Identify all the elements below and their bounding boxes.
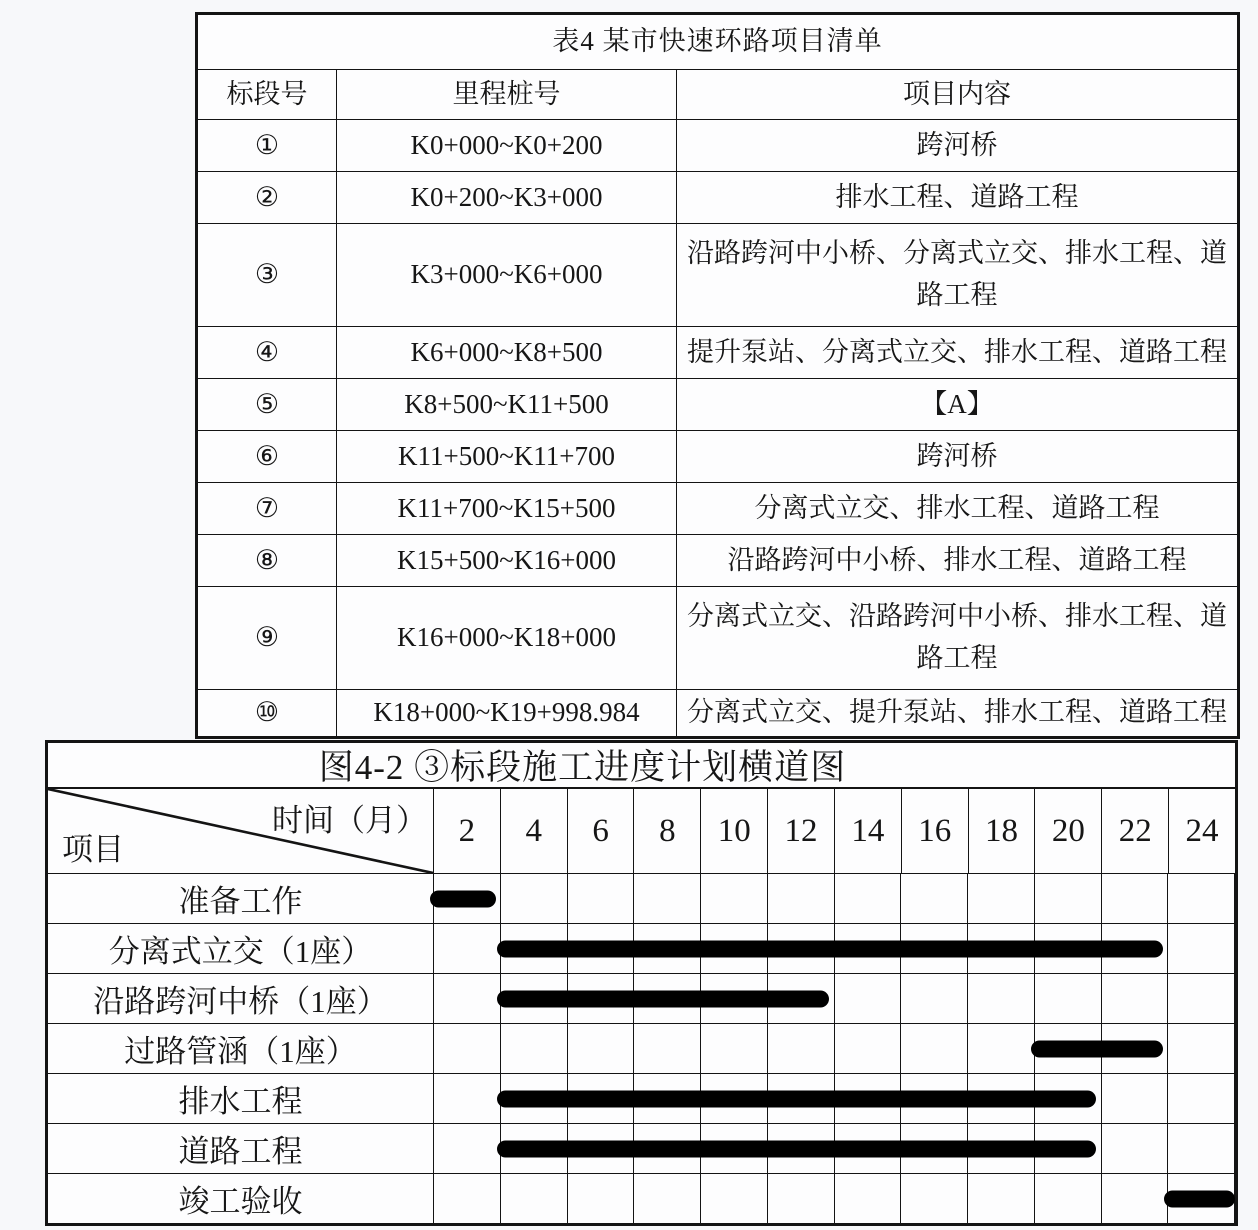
chainage: K11+500~K11+700 xyxy=(337,431,677,483)
task-label: 沿路跨河中桥（1座） xyxy=(48,974,434,1023)
month-tick-24: 24 xyxy=(1185,812,1219,849)
grid-cell xyxy=(568,874,635,923)
grid-cell xyxy=(501,874,568,923)
month-tick-18: 18 xyxy=(969,789,1036,873)
gantt-row-6 xyxy=(48,1173,1235,1223)
chainage: K16+000~K18+000 xyxy=(337,587,677,690)
task-bar xyxy=(1164,1190,1235,1207)
project-content: 跨河桥 xyxy=(677,120,1239,172)
grid-cell xyxy=(434,1124,501,1173)
project-content: 分离式立交、排水工程、道路工程 xyxy=(677,483,1239,535)
gantt-title: 图4-2 ③标段施工进度计划横道图 xyxy=(48,743,1235,789)
grid-cell xyxy=(634,1024,701,1073)
chainage: K11+700~K15+500 xyxy=(337,483,677,535)
task-label: 过路管涵（1座） xyxy=(48,1024,434,1073)
month-tick-row xyxy=(434,789,1235,873)
grid-cell xyxy=(835,1174,902,1223)
grid-cell xyxy=(901,1024,968,1073)
section-no: ④ xyxy=(197,327,337,379)
table-row xyxy=(197,690,1239,738)
grid-cell xyxy=(1102,1174,1169,1223)
grid-cell xyxy=(1168,1074,1235,1123)
chainage: K15+500~K16+000 xyxy=(337,535,677,587)
grid-cell xyxy=(1035,1174,1102,1223)
grid-cell xyxy=(701,1174,768,1223)
task-label: 道路工程 xyxy=(48,1124,434,1173)
grid-cell xyxy=(701,1024,768,1073)
grid-cell xyxy=(835,974,902,1023)
section-no: ① xyxy=(197,120,337,172)
task-label: 准备工作 xyxy=(48,874,434,923)
month-tick-12: 12 xyxy=(768,789,835,873)
grid-cell xyxy=(968,974,1035,1023)
gantt-row-1 xyxy=(48,923,1235,973)
grid-cell xyxy=(1102,1124,1169,1173)
gantt-row-3 xyxy=(48,1023,1235,1073)
grid-cell xyxy=(1168,974,1235,1023)
table-title-row xyxy=(197,14,1239,70)
month-tick-20: 20 xyxy=(1035,789,1102,873)
grid-cell xyxy=(968,1024,1035,1073)
section-no: ③ xyxy=(197,224,337,327)
grid-cell xyxy=(701,874,768,923)
project-content: 【A】 xyxy=(677,379,1239,431)
project-content: 跨河桥 xyxy=(677,431,1239,483)
task-bar xyxy=(497,1090,1097,1107)
col-header-section-no: 标段号 xyxy=(197,70,337,120)
grid-cell xyxy=(1035,974,1102,1023)
gantt-chart xyxy=(45,740,1238,1226)
task-label: 竣工验收 xyxy=(48,1174,434,1223)
task-timeline xyxy=(434,1174,1235,1223)
task-timeline xyxy=(434,924,1235,973)
col-header-content: 项目内容 xyxy=(677,70,1239,120)
project-content: 沿路跨河中小桥、排水工程、道路工程 xyxy=(677,535,1239,587)
month-tick-2: 2 xyxy=(434,789,501,873)
task-bar xyxy=(497,990,830,1007)
month-tick-8: 8 xyxy=(634,789,701,873)
grid-cell xyxy=(768,1174,835,1223)
month-tick-10: 10 xyxy=(701,789,768,873)
grid-cell xyxy=(634,1174,701,1223)
grid-cell xyxy=(1168,1124,1235,1173)
gantt-header-row xyxy=(48,789,1235,873)
month-tick-16: 16 xyxy=(902,789,969,873)
grid-cell xyxy=(1168,874,1235,923)
month-tick-14: 14 xyxy=(835,789,902,873)
grid-cell xyxy=(768,874,835,923)
task-bar xyxy=(497,940,1164,957)
gantt-rows xyxy=(48,873,1235,1223)
grid-cell xyxy=(835,1024,902,1073)
table-row xyxy=(197,535,1239,587)
chainage: K6+000~K8+500 xyxy=(337,327,677,379)
section-no: ② xyxy=(197,172,337,224)
project-content: 分离式立交、沿路跨河中小桥、排水工程、道路工程 xyxy=(677,587,1239,690)
time-axis-label: 时间（月） xyxy=(272,803,427,838)
table-row xyxy=(197,120,1239,172)
project-content: 分离式立交、提升泵站、排水工程、道路工程 xyxy=(677,690,1239,738)
table-row xyxy=(197,587,1239,690)
month-tick-22: 22 xyxy=(1102,789,1169,873)
task-timeline xyxy=(434,974,1235,1023)
section-no: ⑤ xyxy=(197,379,337,431)
chainage: K18+000~K19+998.984 xyxy=(337,690,677,738)
grid-cell xyxy=(568,1024,635,1073)
chainage: K8+500~K11+500 xyxy=(337,379,677,431)
task-label: 排水工程 xyxy=(48,1074,434,1123)
grid-cell xyxy=(901,1174,968,1223)
grid-cell xyxy=(901,874,968,923)
grid-cell xyxy=(1035,874,1102,923)
grid-cell xyxy=(434,924,501,973)
col-header-chainage: 里程桩号 xyxy=(337,70,677,120)
gantt-corner-cell xyxy=(48,789,434,873)
grid-cell xyxy=(968,874,1035,923)
grid-cell xyxy=(1102,1074,1169,1123)
task-bar xyxy=(430,890,496,907)
grid-cell xyxy=(968,1174,1035,1223)
grid-cell xyxy=(1168,1024,1235,1073)
grid-cell xyxy=(434,974,501,1023)
section-no: ⑦ xyxy=(197,483,337,535)
section-no: ⑨ xyxy=(197,587,337,690)
table-row xyxy=(197,327,1239,379)
month-tick-4: 4 xyxy=(501,789,568,873)
grid-cell xyxy=(434,1174,501,1223)
table-header-row xyxy=(197,70,1239,120)
project-content: 排水工程、道路工程 xyxy=(677,172,1239,224)
project-axis-label: 项目 xyxy=(62,832,124,867)
table-row xyxy=(197,379,1239,431)
section-no: ⑥ xyxy=(197,431,337,483)
table-title: 表4 某市快速环路项目清单 xyxy=(197,14,1239,70)
grid-cell xyxy=(768,1024,835,1073)
task-timeline xyxy=(434,1124,1235,1173)
grid-cell xyxy=(1168,924,1235,973)
gantt-row-4 xyxy=(48,1073,1235,1123)
task-timeline xyxy=(434,874,1235,923)
grid-cell xyxy=(1102,874,1169,923)
section-no: ⑧ xyxy=(197,535,337,587)
grid-cell xyxy=(501,1024,568,1073)
grid-cell xyxy=(1102,974,1169,1023)
project-content: 提升泵站、分离式立交、排水工程、道路工程 xyxy=(677,327,1239,379)
project-content: 沿路跨河中小桥、分离式立交、排水工程、道路工程 xyxy=(677,224,1239,327)
grid-cell xyxy=(568,1174,635,1223)
table-row xyxy=(197,224,1239,327)
grid-cell xyxy=(634,874,701,923)
task-bar xyxy=(497,1140,1097,1157)
project-list-table xyxy=(195,12,1240,739)
grid-cell xyxy=(501,1174,568,1223)
chainage: K3+000~K6+000 xyxy=(337,224,677,327)
table-row xyxy=(197,172,1239,224)
chainage: K0+200~K3+000 xyxy=(337,172,677,224)
chainage: K0+000~K0+200 xyxy=(337,120,677,172)
table-row xyxy=(197,483,1239,535)
month-tick-6: 6 xyxy=(568,789,635,873)
task-timeline xyxy=(434,1024,1235,1073)
section-no: ⑩ xyxy=(197,690,337,738)
task-bar xyxy=(1031,1040,1163,1057)
gantt-row-5 xyxy=(48,1123,1235,1173)
gantt-row-0 xyxy=(48,873,1235,923)
table-row xyxy=(197,431,1239,483)
grid-cell xyxy=(835,874,902,923)
task-timeline xyxy=(434,1074,1235,1123)
grid-cell xyxy=(901,974,968,1023)
grid-cell xyxy=(434,1024,501,1073)
grid-cell xyxy=(434,1074,501,1123)
task-label: 分离式立交（1座） xyxy=(48,924,434,973)
gantt-row-2 xyxy=(48,973,1235,1023)
